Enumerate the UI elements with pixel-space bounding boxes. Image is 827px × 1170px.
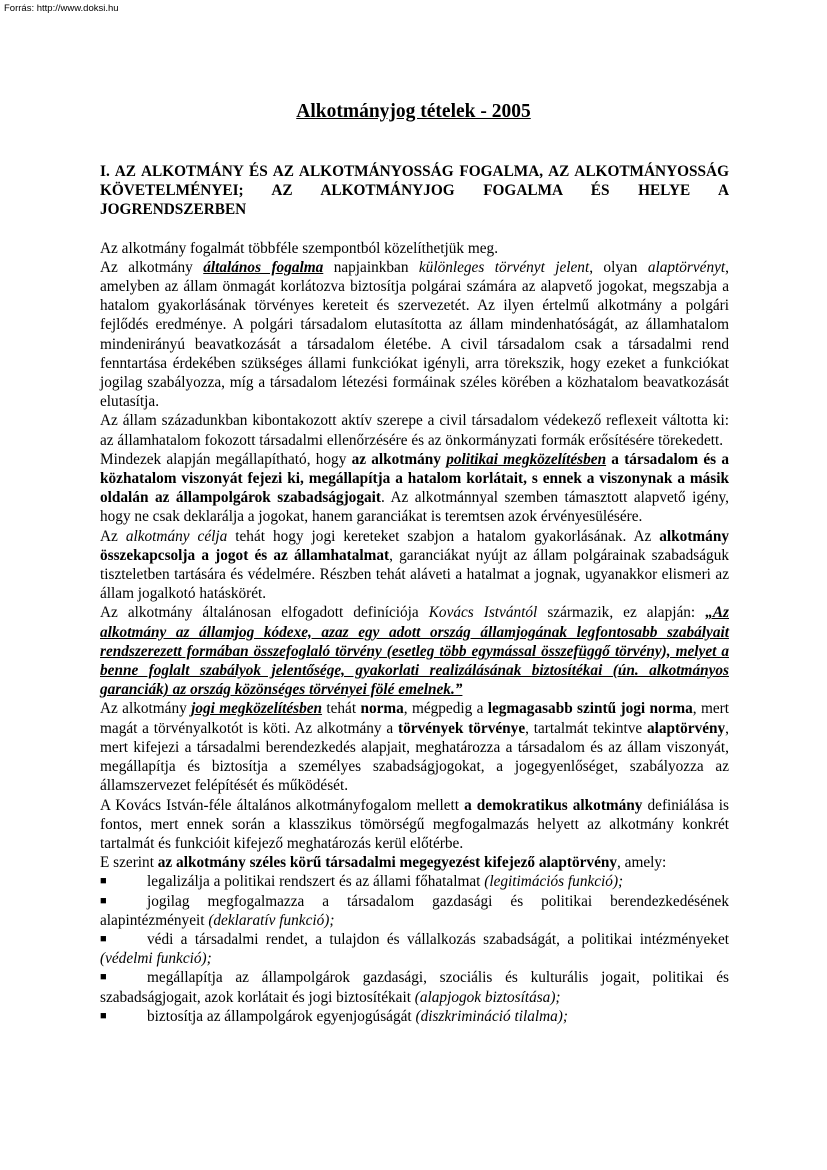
list-item: ■ megállapítja az állampolgárok gazdasági, szociális és kulturális jogait, politikai és szabadságjogait, azok korlátait és jogi biztosítékait (alapjogok biztosítása);: [100, 969, 729, 1006]
paragraph-4: Mindezek alapján megállapítható, hogy az alkotmány politikai megközelítésben a társadalom és a közhatalom viszonyát fejezi ki, megállapítja a hatalom korlátait, s ennek a viszonynak a másik oldalán az állampolgárok szabadságjogait. Az alkotmánnyal szemben támasztott alapvető igény, hogy ne csak deklarálja a jogokat, hanem garanciákat is teremtsen azok érvényesülésére.: [100, 450, 729, 526]
square-bullet-icon: ■: [100, 971, 107, 984]
section-heading: I. AZ ALKOTMÁNY ÉS AZ ALKOTMÁNYOSSÁG FOGALMA, AZ ALKOTMÁNYOSSÁG KÖVETELMÉNYEI; AZ ALKOTMÁNYJOG FOGALMA ÉS HELYE A JOGRENDSZERBEN: [100, 163, 729, 219]
paragraph-3: Az állam századunkban kibontakozott aktív szerepe a civil társadalom védekező reflexeit váltotta ki: az államhatalom fokozott társadalmi ellenőrzésére és az önkormányzati formák erősítésére törekedett.: [100, 412, 729, 449]
list-item: ■ legalizálja a politikai rendszert és az állami főhatalmat (legitimációs funkció);: [100, 873, 624, 891]
paragraph-5: Az alkotmány célja tehát hogy jogi kereteket szabjon a hatalom gyakorlásának. Az alkotmány összekapcsolja a jogot és az államhatalmat, garanciákat nyújt az állam polgárainak szabadságuk tiszteletben tartására és védelmére. Részben tehát aláveti a hatalmat a jognak, ugyanakkor elismeri az állam jogalkotó hatáskörét.: [100, 527, 729, 603]
paragraph-1: Az alkotmány fogalmát többféle szempontból közelíthetjük meg.: [100, 239, 499, 257]
square-bullet-icon: ■: [100, 932, 107, 945]
list-item: ■ védi a társadalmi rendet, a tulajdon és vállalkozás szabadságát, a politikai intézményeket (védelmi funkció);: [100, 930, 729, 968]
paragraph-2: Az alkotmány általános fogalma napjainkban különleges törvényt jelent, olyan alaptörvényt, amelyben az állam önmagát korlátozva biztosítja polgárai számára az alapvető jogokat, megszabja a hatalom gyakorlásának törvényes kereteit és szervezetét. Az ilyen értelmű alkotmány a polgári fejlődés eredménye. A polgári társadalom elutasította az állam mindenhatóságát, az államhatalom mindenirányú beavatkozását a társadalom életébe. A civil társadalom csak a társadalmi rend fenntartása érdekében szükséges állami funkciókat igényli, arra törekszik, hogy ezeket a funkciókat jogilag szabályozza, míg a társadalom létezési formáinak széles körében a közhatalom beavatkozását elutasítja.: [100, 258, 729, 411]
list-item: ■ jogilag megfogalmazza a társadalom gazdasági és politikai berendezkedésének alapintézményeit (deklaratív funkció);: [100, 892, 729, 929]
paragraph-9: E szerint az alkotmány széles körű társadalmi megegyezést kifejező alaptörvény, amely:: [100, 854, 667, 872]
definition-quote: „Az alkotmány az államjog kódexe, azaz egy adott ország államjogának legfontosabb szabályait rendszerezett formában összefoglaló törvény (esetleg több egymással összefüggő törvény), melyet a benne foglalt szabályok jelentősége, gyakorlati realizálásának biztosítékai (ún. alkotmányos garanciák) az ország közönséges törvényei fölé emelnek.”: [100, 604, 730, 699]
document-title: Alkotmányjog tételek - 2005: [296, 101, 531, 122]
list-item: ■ biztosítja az állampolgárok egyenjogúságát (diszkrimináció tilalma);: [100, 1007, 568, 1025]
square-bullet-icon: ■: [100, 894, 107, 907]
paragraph-8: A Kovács István-féle általános alkotmányfogalom mellett a demokratikus alkotmány definiálása is fontos, mert ennek során a klasszikus tömörségű megfogalmazás helyett az alkotmány konkrét tartalmát és funkcióit kifejező meghatározás kerül előtérbe.: [100, 796, 729, 852]
paragraph-7: Az alkotmány jogi megközelítésben tehát norma, mégpedig a legmagasabb szintű jogi norma, mert magát a törvényalkotót is köti. Az alkotmány a törvények törvénye, tartalmát tekintve alaptörvény, mert kifejezi a társadalmi berendezkedés alapjait, meghatározza a társadalom és az állam viszonyát, megállapítja és biztosítja a személyes szabadságjogokat, a jogegyenlőséget, szabályozza az államszervezet felépítését és működését.: [100, 700, 729, 795]
square-bullet-icon: ■: [100, 875, 107, 888]
function-list: [100, 872, 729, 1026]
source-note: Forrás: http://www.doksi.hu: [4, 3, 119, 14]
square-bullet-icon: ■: [100, 1009, 107, 1022]
paragraph-6: Az alkotmány általánosan elfogadott definíciója Kovács Istvántól származik, ez alapján: „Az alkotmány az államjog kódexe, azaz egy adott ország államjogának legfontosabb szabályait rendszerezett formában összefoglaló törvény (esetleg több egymással összefüggő törvény), melyet a benne foglalt szabályok jelentősége, gyakorlati realizálásának biztosítékai (ún. alkotmányos garanciák) az ország közönséges törvényei fölé emelnek.”: [100, 604, 730, 699]
document-body: [100, 162, 729, 1026]
